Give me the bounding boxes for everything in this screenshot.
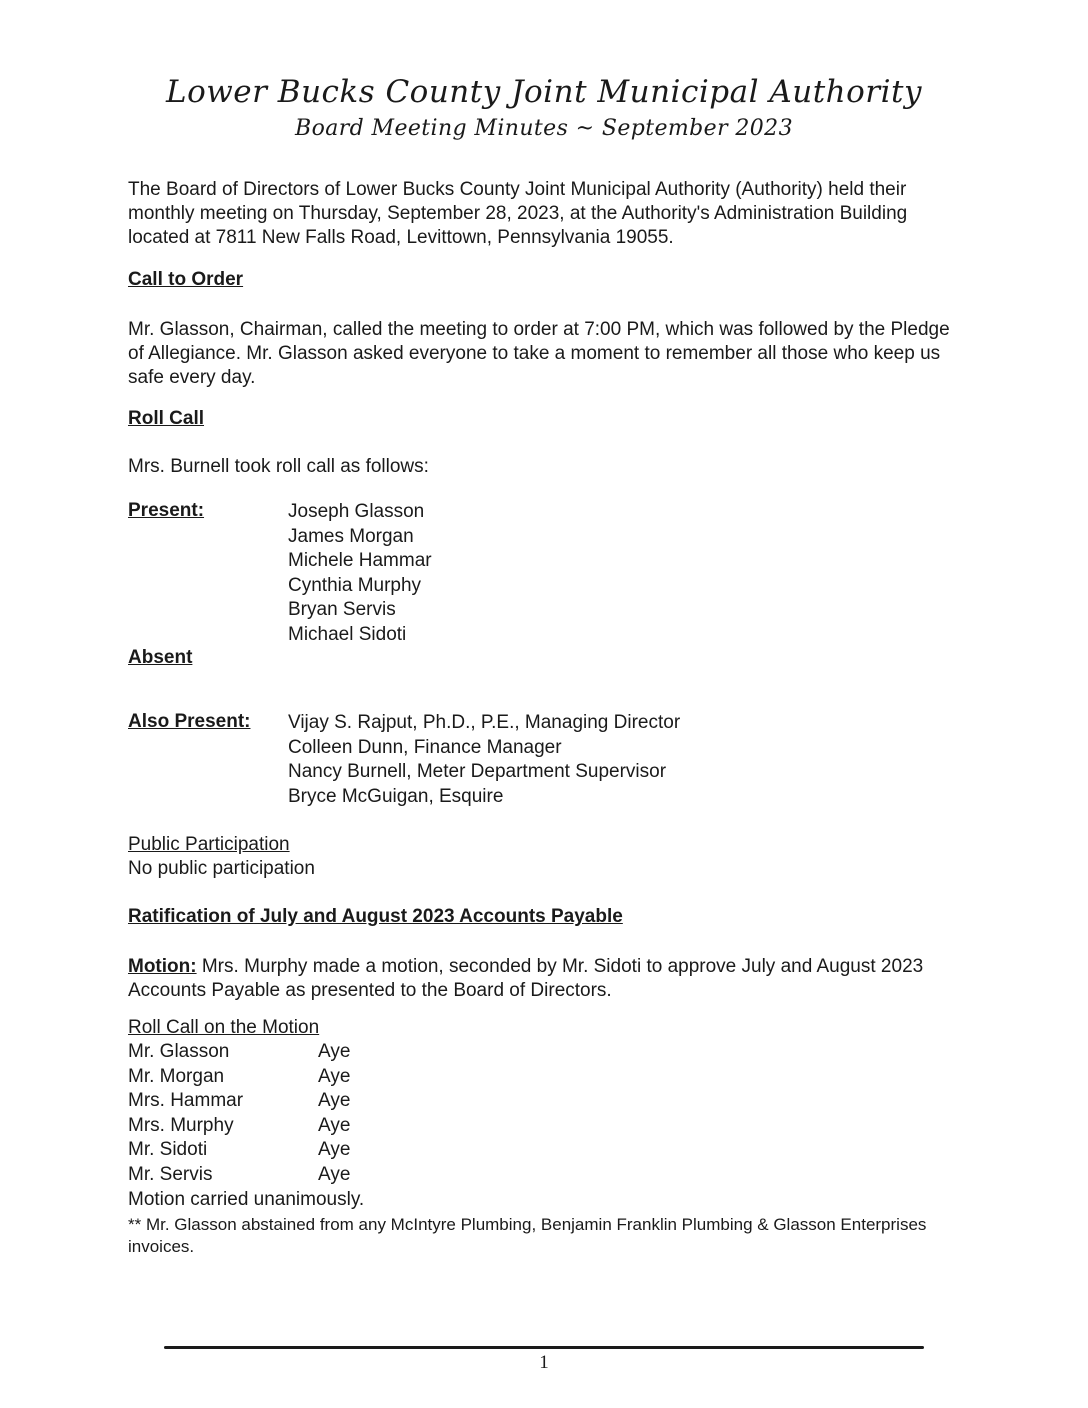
present-member: Joseph Glasson (288, 501, 425, 522)
vote-member: Mr. Glasson (128, 1041, 230, 1062)
vote-value: Aye (318, 1163, 351, 1185)
document-subtitle: Board Meeting Minutes ~ September 2023 (295, 116, 793, 141)
present-list (288, 500, 432, 648)
roll-call-heading: Roll Call (128, 408, 205, 429)
vote-row (128, 1138, 350, 1163)
call-to-order-heading: Call to Order (128, 269, 244, 290)
vote-member: Mrs. Hammar (128, 1090, 244, 1112)
intro-paragraph: The Board of Directors of Lower Bucks County Joint Municipal Authority (Authority) held their monthly meeting on Thursday, September 28, 2023, at the Authority's Administration Building located at 7811 New Falls Road, Levittown, Pennsylvania 19055. (128, 179, 908, 248)
also-present-member: Vijay S. Rajput, Ph.D., P.E., Managing Director (288, 712, 681, 733)
also-present-label: Also Present: (128, 711, 251, 732)
vote-value: Aye (318, 1065, 351, 1087)
also-present-member: Nancy Burnell, Meter Department Supervisor (288, 761, 667, 783)
vote-value: Aye (318, 1041, 351, 1062)
also-present-member: Bryce McGuigan, Esquire (288, 785, 504, 807)
vote-member: Mr. Servis (128, 1163, 213, 1185)
vote-value: Aye (318, 1090, 351, 1112)
motion-result: Motion carried unanimously. (128, 1189, 365, 1210)
motion-text: Mrs. Murphy made a motion, seconded by Mr. Sidoti to approve July and August 2023 Accounts Payable as presented to the Board of Directors. (128, 956, 924, 1001)
absent-label: Absent (128, 647, 193, 668)
vote-row (128, 1114, 350, 1139)
vote-value: Aye (318, 1139, 351, 1161)
document-title: Lower Bucks County Joint Municipal Authority (166, 74, 922, 110)
roll-call-motion-heading: Roll Call on the Motion (128, 1017, 320, 1038)
ratification-heading: Ratification of July and August 2023 Accounts Payable (128, 906, 623, 927)
present-member: James Morgan (288, 525, 414, 547)
vote-row (128, 1065, 350, 1090)
vote-value: Aye (318, 1114, 351, 1136)
present-member: Michael Sidoti (288, 623, 407, 645)
vote-table (128, 1040, 350, 1188)
present-member: Cynthia Murphy (288, 574, 422, 596)
page-number: 1 (539, 1352, 549, 1373)
present-member: Michele Hammar (288, 550, 432, 572)
vote-member: Mr. Morgan (128, 1065, 225, 1087)
vote-member: Mrs. Murphy (128, 1114, 234, 1136)
also-present-member: Colleen Dunn, Finance Manager (288, 736, 562, 758)
vote-row (128, 1163, 350, 1188)
motion-label: Motion: (128, 956, 197, 977)
present-member: Bryan Servis (288, 599, 396, 621)
call-to-order-text: Mr. Glasson, Chairman, called the meeting to order at 7:00 PM, which was followed by the Pledge of Allegiance. Mr. Glasson asked everyone to take a moment to remember all those who keep us safe every day. (128, 319, 950, 388)
vote-row (128, 1040, 350, 1065)
footer-divider (164, 1346, 924, 1349)
roll-call-text: Mrs. Burnell took roll call as follows: (128, 456, 429, 477)
public-participation-text: No public participation (128, 858, 315, 879)
also-present-list (288, 711, 680, 809)
abstention-note: ** Mr. Glasson abstained from any McIntyre Plumbing, Benjamin Franklin Plumbing & Glasson Enterprises invoices. (128, 1215, 927, 1256)
motion-paragraph (128, 955, 963, 1003)
vote-row (128, 1089, 350, 1114)
present-label: Present: (128, 500, 205, 521)
vote-member: Mr. Sidoti (128, 1139, 208, 1161)
public-participation-heading: Public Participation (128, 834, 290, 855)
